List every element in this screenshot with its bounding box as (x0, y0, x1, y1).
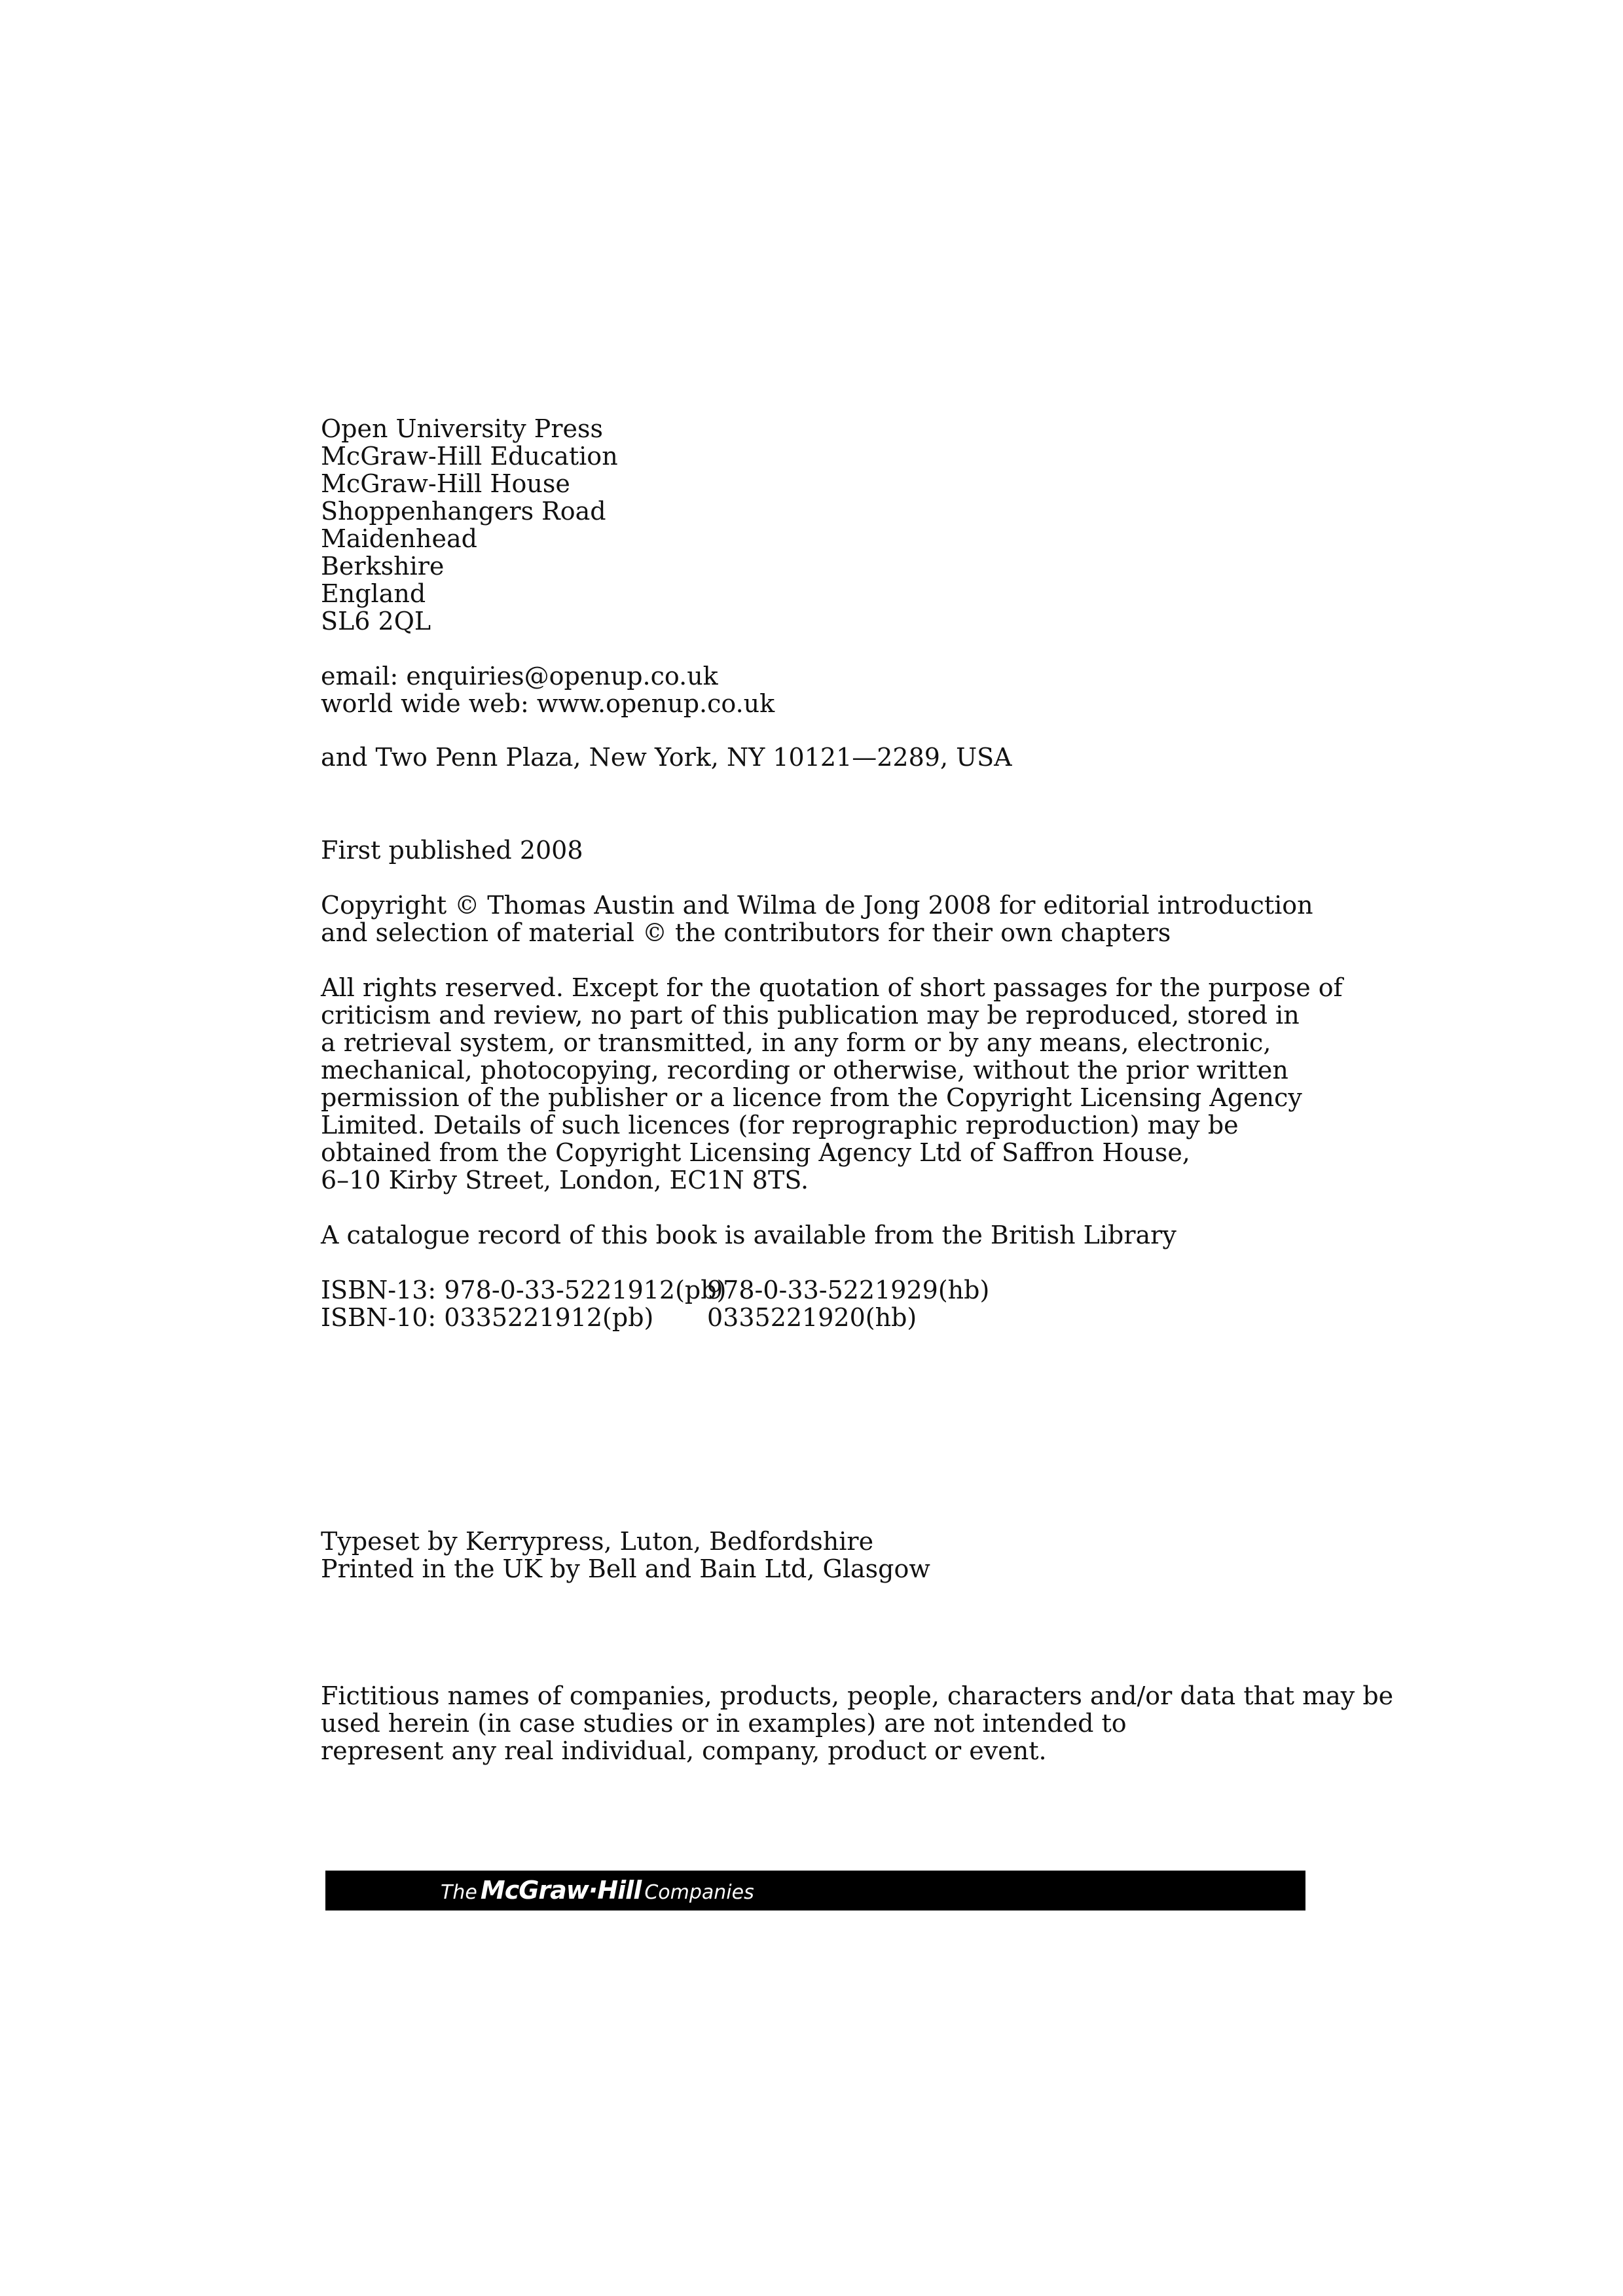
rights-line: obtained from the Copyright Licensing Agency Ltd of Saffron House, (321, 1138, 1190, 1167)
isbn-13-paperback: ISBN-13: 978-0-33-5221912(pb) (321, 1276, 727, 1304)
copyright-line: Copyright © Thomas Austin and Wilma de Jong 2008 for editorial introduction (321, 891, 1313, 920)
address-line: Shoppenhangers Road (321, 497, 606, 526)
production-credits (321, 1528, 930, 1583)
publisher-banner (325, 1871, 1305, 1910)
website-line: world wide web: www.openup.co.uk (321, 689, 775, 718)
publisher-address (321, 415, 618, 635)
address-line: Maidenhead (321, 524, 477, 553)
rights-line: a retrieval system, or transmitted, in any form or by any means, electronic, (321, 1028, 1271, 1057)
catalogue-line: A catalogue record of this book is available from the British Library (321, 1221, 1176, 1249)
first-published-line: First published 2008 (321, 836, 583, 865)
address-line: Open University Press (321, 414, 603, 443)
logo-the-word: The (441, 1881, 477, 1904)
copyright-notice (321, 891, 1313, 946)
rights-line: criticism and review, no part of this publication may be reproduced, stored in (321, 1001, 1300, 1030)
mcgraw-hill-logo (441, 1871, 754, 1910)
email-line: email: enquiries@openup.co.uk (321, 662, 718, 691)
address-line: England (321, 579, 426, 608)
fiction-disclaimer (321, 1682, 1393, 1765)
us-office (321, 744, 1012, 771)
us-office-line: and Two Penn Plaza, New York, NY 10121—2289, USA (321, 743, 1012, 772)
contact-details (321, 662, 775, 717)
address-line: McGraw-Hill Education (321, 442, 618, 471)
catalogue-record (321, 1221, 1176, 1249)
isbn-13-hardback: 978-0-33-5221929(hb) (707, 1276, 990, 1304)
rights-reserved-paragraph (321, 974, 1343, 1194)
printed-line: Printed in the UK by Bell and Bain Ltd, Glasgow (321, 1554, 930, 1583)
address-line: Berkshire (321, 552, 445, 581)
disclaimer-line: represent any real individual, company, product or event. (321, 1736, 1047, 1765)
address-line: McGraw-Hill House (321, 469, 570, 498)
logo-companies-word: Companies (644, 1881, 754, 1904)
rights-line: Limited. Details of such licences (for reprographic reproduction) may be (321, 1111, 1239, 1139)
rights-line: All rights reserved. Except for the quotation of short passages for the purpose of (321, 973, 1343, 1002)
typeset-line: Typeset by Kerrypress, Luton, Bedfordshire (321, 1527, 874, 1556)
first-published (321, 836, 583, 864)
rights-line: permission of the publisher or a licence from the Copyright Licensing Agency (321, 1083, 1302, 1112)
disclaimer-line: Fictitious names of companies, products, people, characters and/or data that may be (321, 1681, 1394, 1710)
copyright-line: and selection of material © the contributors for their own chapters (321, 918, 1171, 947)
address-line: SL6 2QL (321, 607, 431, 636)
rights-line: 6–10 Kirby Street, London, EC1N 8TS. (321, 1166, 809, 1194)
logo-brand-name: McGraw·Hill (480, 1876, 642, 1905)
isbn-10-paperback: ISBN-10: 0335221912(pb) (321, 1303, 654, 1332)
disclaimer-line: used herein (in case studies or in examples) are not intended to (321, 1709, 1127, 1738)
rights-line: mechanical, photocopying, recording or otherwise, without the prior written (321, 1056, 1288, 1085)
isbn-10-hardback: 0335221920(hb) (707, 1303, 917, 1332)
